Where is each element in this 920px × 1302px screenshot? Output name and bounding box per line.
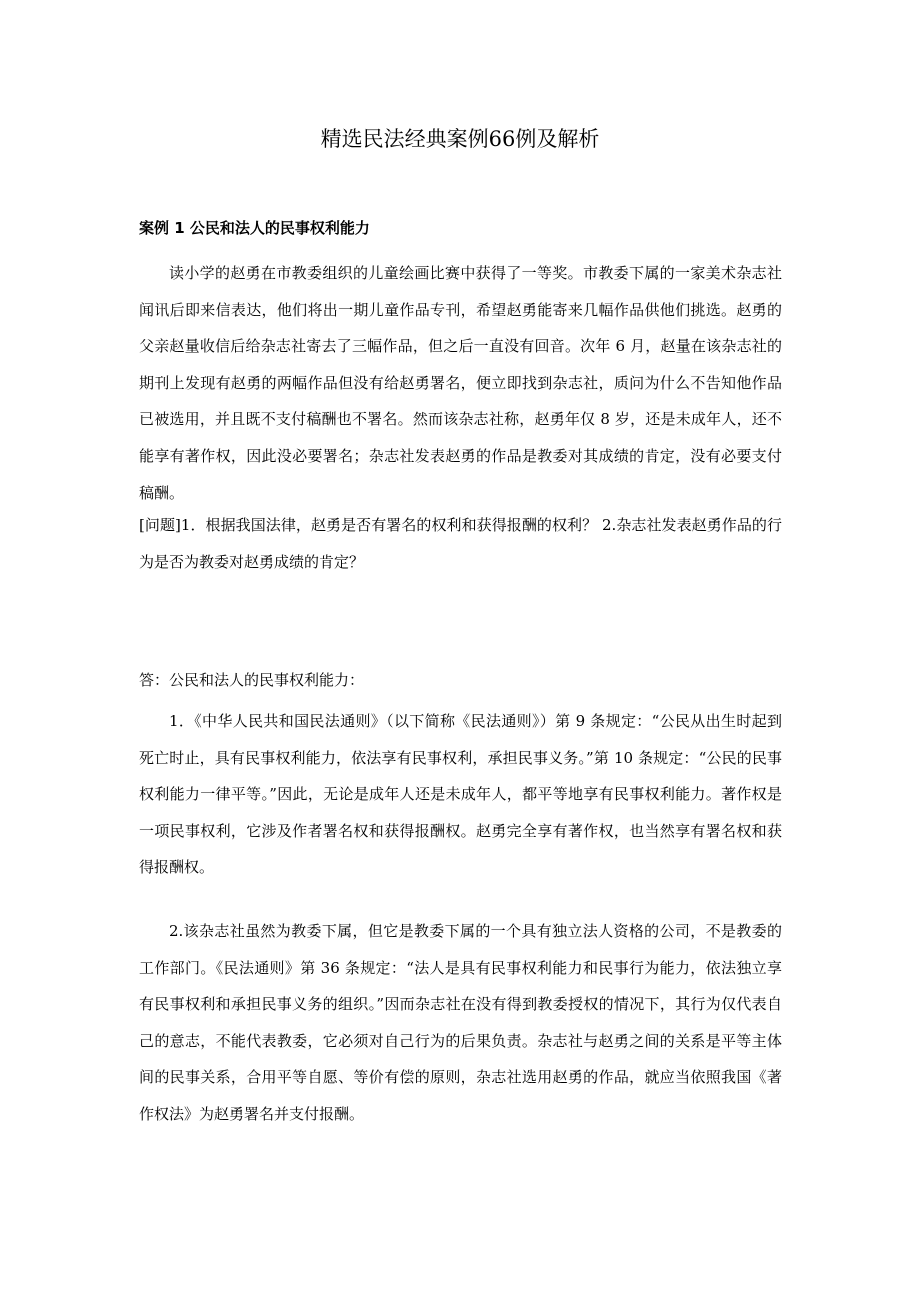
questions-block (139, 507, 782, 580)
answer-point-1-block (139, 703, 782, 886)
case-facts-paragraph: 读小学的赵勇在市教委组织的儿童绘画比赛中获得了一等奖。市教委下属的一家美术杂志社闻讯后即来信表达，他们将出一期儿童作品专刊，希望赵勇能寄来几幅作品供他们挑选。赵勇的父亲赵量收信后给杂志社寄去了三幅作品，但之后一直没有回音。次年 6 月，赵量在该杂志社的期刊上发现有赵勇的两幅作品但没有给赵勇署名，便立即找到杂志社，质问为什么不告知他作品已被选用，并且既不支付稿酬也不署名。然而该杂志社称，赵勇年仅 8 岁，还是未成年人，还不能享有著作权，因此没必要署名；杂志社发表赵勇的作品是教委对其成绩的肯定，没有必要支付稿酬。 (139, 264, 782, 502)
answer-point-1: 1．《中华人民共和国民法通则》（以下简称《民法通则》）第 9 条规定：“公民从出生时起到死亡时止，具有民事权利能力，依法享有民事权利，承担民事义务。”第 10 条规定：“公民的民事权利能力一律平等。”因此，无论是成年人还是未成年人，都平等地享有民事权利能力。著作权是一项民事权利，它涉及作者署名权和获得报酬权。赵勇完全享有著作权，也当然享有署名权和获得报酬权。 (139, 712, 782, 877)
answer-intro-block (139, 662, 782, 699)
questions-paragraph: [问题]1．根据我国法律，赵勇是否有署名的权利和获得报酬的权利？ 2.杂志社发表赵勇作品的行为是否为教委对赵勇成绩的肯定？ (139, 516, 782, 571)
case-facts-block (139, 255, 782, 511)
answer-point-2: 2.该杂志社虽然为教委下属，但它是教委下属的一个具有独立法人资格的公司，不是教委的工作部门。《民法通则》第 36 条规定：“法人是具有民事权利能力和民事行为能力，依法独立享有民事权利和承担民事义务的组织。”因而杂志社在没有得到教委授权的情况下，其行为仅代表自己的意志，不能代表教委，它必须对自己行为的后果负责。杂志社与赵勇之间的关系是平等主体间的民事关系，合用平等自愿、等价有偿的原则，杂志社选用赵勇的作品，就应当依照我国《著作权法》为赵勇署名并支付报酬。 (139, 922, 782, 1123)
answer-point-2-block (139, 913, 782, 1133)
answer-intro: 答：公民和法人的民事权利能力： (139, 671, 365, 689)
document-title: 精选民法经典案例66例及解析 (320, 127, 600, 151)
case-heading: 案例 1 公民和法人的民事权利能力 (139, 219, 370, 237)
